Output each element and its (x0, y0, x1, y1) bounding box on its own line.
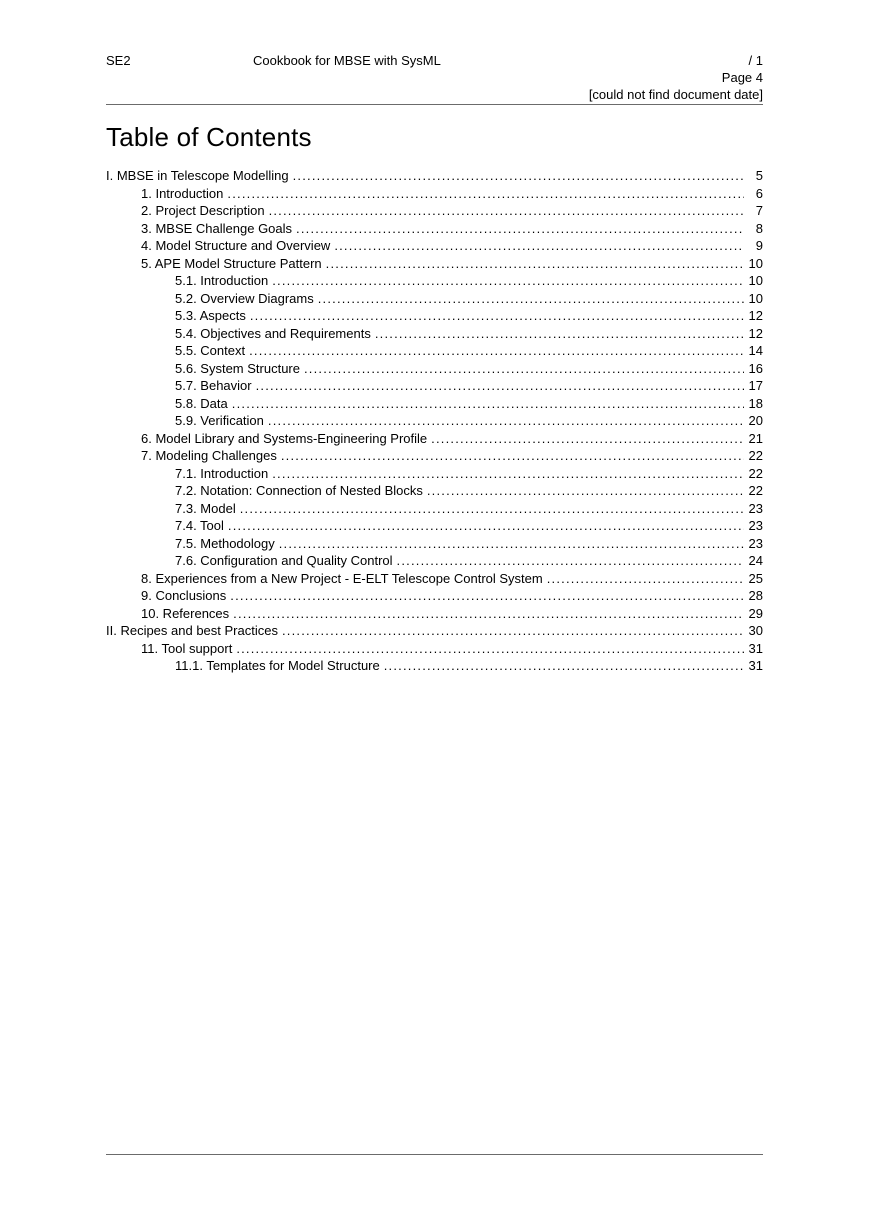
toc-entry-page-number: 31 (748, 658, 763, 673)
toc-entry-label: 7.4. Tool (175, 518, 224, 533)
toc-dot-leader (240, 500, 744, 518)
header-project-code: SE2 (106, 53, 131, 68)
toc-entry[interactable] (106, 570, 763, 588)
toc-dot-leader (397, 552, 744, 570)
toc-entry-label: 5.1. Introduction (175, 273, 269, 288)
toc-dot-leader (431, 430, 743, 448)
toc-dot-leader (296, 220, 744, 238)
toc-entry[interactable] (106, 500, 763, 518)
toc-entry[interactable] (106, 587, 763, 605)
footer-divider (106, 1154, 763, 1155)
toc-entry-label: 5.7. Behavior (175, 378, 252, 393)
toc-entry-page-number: 22 (748, 448, 763, 463)
toc-entry[interactable] (106, 482, 763, 500)
toc-entry[interactable] (106, 185, 763, 203)
toc-entry-page-number: 28 (748, 588, 763, 603)
toc-entry-page-number: 22 (748, 483, 763, 498)
toc-dot-leader (304, 360, 744, 378)
toc-entry[interactable] (106, 377, 763, 395)
toc-entry-page-number: 23 (748, 535, 763, 551)
toc-dot-leader (272, 272, 743, 290)
toc-dot-leader (547, 570, 744, 588)
toc-entry[interactable] (106, 202, 763, 220)
toc-entry[interactable] (106, 447, 763, 465)
toc-entry-page-number: 21 (748, 430, 763, 446)
toc-entry-page-number: 20 (748, 413, 763, 428)
toc-dot-leader (334, 237, 744, 255)
toc-entry-label: 7.2. Notation: Connection of Nested Blocks (175, 483, 423, 498)
toc-entry-label: 11.1. Templates for Model Structure (175, 658, 380, 673)
toc-entry[interactable] (106, 307, 763, 325)
toc-entry[interactable] (106, 640, 763, 658)
toc-dot-leader (326, 255, 744, 273)
toc-dot-leader (250, 307, 744, 325)
toc-entry[interactable] (106, 237, 763, 255)
toc-entry[interactable] (106, 395, 763, 413)
toc-entry[interactable] (106, 622, 763, 640)
toc-entry-label: 5.8. Data (175, 395, 228, 411)
toc-entry[interactable] (106, 412, 763, 430)
toc-dot-leader (227, 185, 744, 203)
toc-entry-page-number: 24 (748, 553, 763, 568)
header-page-total: / 1 (748, 53, 763, 68)
toc-dot-leader (384, 657, 744, 675)
toc-entry-page-number: 12 (748, 325, 763, 341)
toc-entry[interactable] (106, 535, 763, 553)
toc-dot-leader (230, 587, 743, 605)
toc-entry[interactable] (106, 552, 763, 570)
toc-entry-label: 7.6. Configuration and Quality Control (175, 553, 393, 568)
toc-entry-label: 5.9. Verification (175, 413, 264, 428)
toc-entry[interactable] (106, 220, 763, 238)
toc-entry-label: 10. References (141, 605, 230, 621)
toc-entry-page-number: 17 (748, 378, 763, 393)
header-document-date: [could not find document date] (588, 87, 763, 102)
toc-entry[interactable] (106, 657, 763, 675)
toc-dot-leader (249, 342, 743, 360)
toc-entry-page-number: 9 (755, 238, 763, 253)
toc-entry-label: 3. MBSE Challenge Goals (141, 220, 293, 236)
toc-dot-leader (281, 447, 744, 465)
toc-dot-leader (293, 167, 744, 185)
header-divider (106, 104, 763, 105)
toc-heading: Table of Contents (106, 122, 312, 152)
toc-dot-leader (279, 535, 744, 553)
toc-dot-leader (375, 325, 744, 343)
header-page-info (589, 52, 763, 103)
toc-entry-label: 9. Conclusions (141, 588, 227, 603)
toc-entry[interactable] (106, 517, 763, 535)
toc-entry-page-number: 10 (748, 273, 763, 288)
toc-entry-label: II. Recipes and best Practices (106, 623, 278, 638)
toc-entry[interactable] (106, 605, 763, 623)
toc-entry-page-number: 23 (748, 500, 763, 516)
toc-dot-leader (228, 517, 744, 535)
toc-entry-label: 8. Experiences from a New Project - E-ELT Telescope Control System (141, 570, 543, 586)
toc-entry-page-number: 22 (748, 465, 763, 481)
toc-dot-leader (233, 605, 743, 623)
toc-dot-leader (318, 290, 744, 308)
toc-entry[interactable] (106, 360, 763, 378)
toc-entry-page-number: 10 (748, 290, 763, 306)
toc-entry-page-number: 8 (755, 220, 763, 236)
header-page-number: Page 4 (721, 70, 763, 85)
toc-entry-page-number: 14 (748, 343, 763, 358)
toc-dot-leader (232, 395, 744, 413)
toc-entry[interactable] (106, 342, 763, 360)
toc-entry-page-number: 25 (748, 570, 763, 586)
toc-entry-label: 2. Project Description (141, 203, 265, 218)
toc-entry-label: I. MBSE in Telescope Modelling (106, 168, 289, 183)
toc-entry[interactable] (106, 465, 763, 483)
toc-entry-label: 6. Model Library and Systems-Engineering Profile (141, 430, 428, 446)
toc-entry[interactable] (106, 167, 763, 185)
toc-entry[interactable] (106, 325, 763, 343)
toc-entry[interactable] (106, 430, 763, 448)
toc-dot-leader (282, 622, 744, 640)
toc-entry-label: 5.6. System Structure (175, 360, 300, 376)
toc-entry-page-number: 7 (755, 203, 763, 218)
toc-entry-label: 7.1. Introduction (175, 465, 269, 481)
toc-dot-leader (272, 465, 743, 483)
toc-entry-page-number: 16 (748, 360, 763, 376)
toc-entry-label: 7. Modeling Challenges (141, 448, 277, 463)
toc-dot-leader (427, 482, 744, 500)
toc-dot-leader (269, 202, 744, 220)
header-document-title: Cookbook for MBSE with SysML (253, 53, 441, 68)
table-of-contents (106, 167, 763, 675)
toc-entry-label: 7.3. Model (175, 500, 236, 516)
toc-entry-label: 1. Introduction (141, 185, 224, 201)
toc-entry[interactable] (106, 272, 763, 290)
toc-entry-page-number: 12 (748, 308, 763, 323)
toc-dot-leader (268, 412, 744, 430)
toc-entry-page-number: 30 (748, 623, 763, 638)
page-header (106, 52, 763, 104)
toc-entry-label: 4. Model Structure and Overview (141, 238, 331, 253)
toc-entry-page-number: 31 (748, 640, 763, 656)
toc-entry-page-number: 29 (748, 605, 763, 621)
toc-entry-page-number: 18 (748, 395, 763, 411)
toc-entry-page-number: 5 (755, 168, 763, 183)
toc-entry-page-number: 10 (748, 255, 763, 271)
toc-entry-label: 5.5. Context (175, 343, 246, 358)
toc-entry-page-number: 23 (748, 518, 763, 533)
toc-entry[interactable] (106, 290, 763, 308)
toc-entry-label: 5.2. Overview Diagrams (175, 290, 314, 306)
toc-entry[interactable] (106, 255, 763, 273)
toc-dot-leader (256, 377, 744, 395)
toc-entry-page-number: 6 (755, 185, 763, 201)
toc-entry-label: 7.5. Methodology (175, 535, 275, 551)
toc-entry-label: 5. APE Model Structure Pattern (141, 255, 322, 271)
toc-entry-label: 11. Tool support (141, 640, 233, 656)
toc-entry-label: 5.4. Objectives and Requirements (175, 325, 371, 341)
toc-dot-leader (236, 640, 743, 658)
toc-entry-label: 5.3. Aspects (175, 308, 246, 323)
